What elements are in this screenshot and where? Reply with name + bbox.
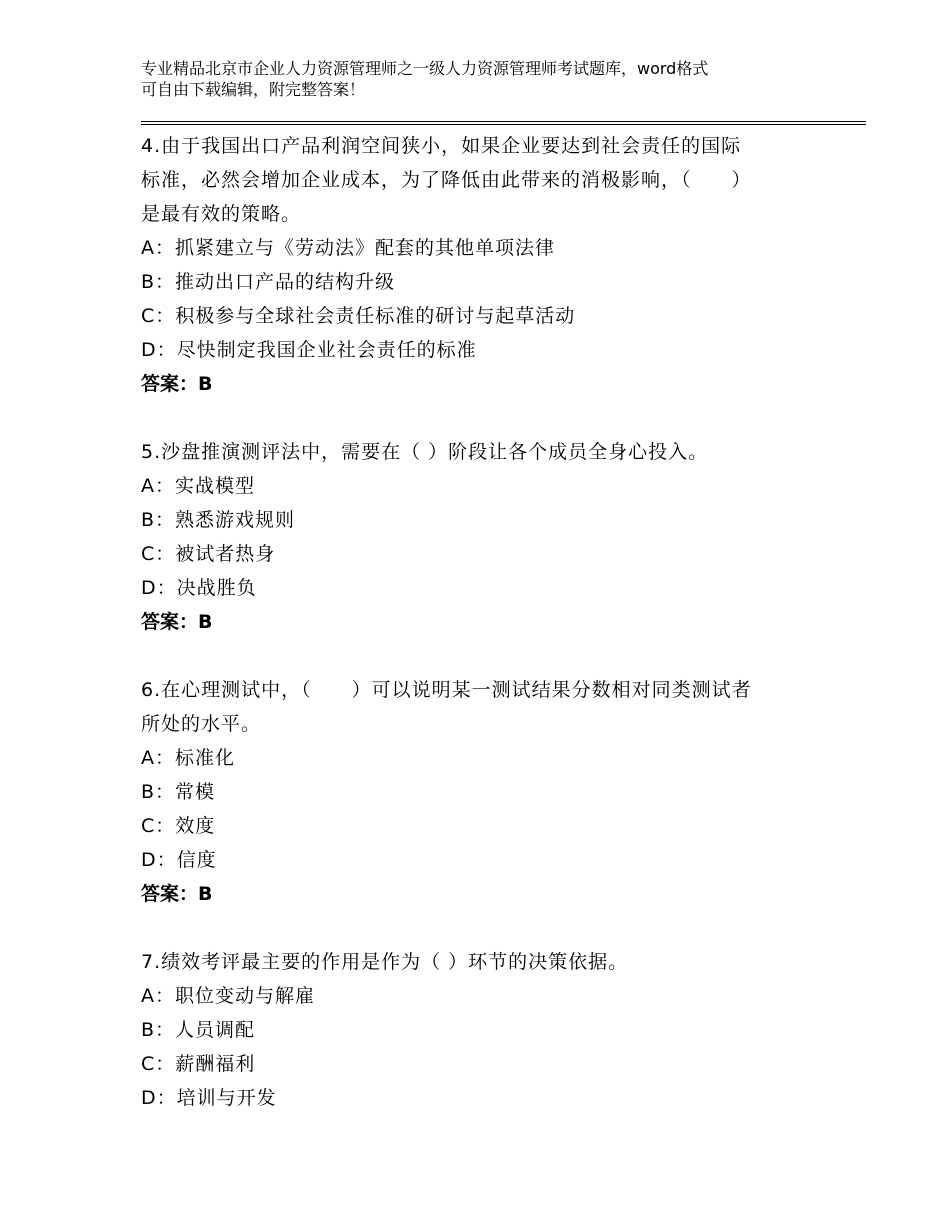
question-text-line: 是最有效的策略。 — [141, 203, 302, 225]
option-c: C：薪酬福利 — [141, 1053, 256, 1075]
answer-label: 答案：B — [141, 373, 213, 395]
option-c: C：效度 — [141, 815, 216, 837]
question-list — [141, 129, 821, 1115]
question-text-line: 6.在心理测试中，（ ）可以说明某一测试结果分数相对同类测试者 — [141, 679, 752, 701]
question-7 — [141, 945, 821, 1115]
question-text-line: 7.绩效考评最主要的作用是作为（ ）环节的决策依据。 — [141, 951, 629, 973]
option-c: C：被试者热身 — [141, 543, 276, 565]
option-d: D：决战胜负 — [141, 577, 257, 599]
answer-label: 答案：B — [141, 883, 213, 905]
question-5 — [141, 435, 821, 639]
option-a: A：实战模型 — [141, 475, 255, 497]
option-b: B：熟悉游戏规则 — [141, 509, 296, 531]
option-b: B：人员调配 — [141, 1019, 256, 1041]
header-line-1: 专业精品北京市企业人力资源管理师之一级人力资源管理师考试题库，word格式 — [141, 59, 709, 78]
option-b: B：推动出口产品的结构升级 — [141, 271, 396, 293]
question-text-line: 所处的水平。 — [141, 713, 262, 735]
question-text-line: 4.由于我国出口产品利润空间狭小，如果企业要达到社会责任的国际 — [141, 135, 742, 157]
question-4 — [141, 129, 821, 401]
spacer — [141, 639, 821, 673]
spacer — [141, 401, 821, 435]
header-line-2: 可自由下载编辑，附完整答案！ — [141, 80, 366, 99]
option-c: C：积极参与全球社会责任标准的研讨与起草活动 — [141, 305, 576, 327]
answer-label: 答案：B — [141, 611, 213, 633]
question-text-line: 标准，必然会增加企业成本，为了降低由此带来的消极影响，（ ） — [141, 169, 752, 191]
option-a: A：抓紧建立与《劳动法》配套的其他单项法律 — [141, 237, 555, 259]
header-divider — [141, 121, 866, 125]
option-d: D：尽快制定我国企业社会责任的标准 — [141, 339, 477, 361]
question-text-line: 5.沙盘推演测评法中，需要在（ ）阶段让各个成员全身心投入。 — [141, 441, 709, 463]
option-a: A：职位变动与解雇 — [141, 985, 315, 1007]
option-b: B：常模 — [141, 781, 216, 803]
option-d: D：信度 — [141, 849, 217, 871]
question-6 — [141, 673, 821, 911]
option-d: D：培训与开发 — [141, 1087, 277, 1109]
option-a: A：标准化 — [141, 747, 235, 769]
document-header — [141, 58, 821, 100]
spacer — [141, 911, 821, 945]
